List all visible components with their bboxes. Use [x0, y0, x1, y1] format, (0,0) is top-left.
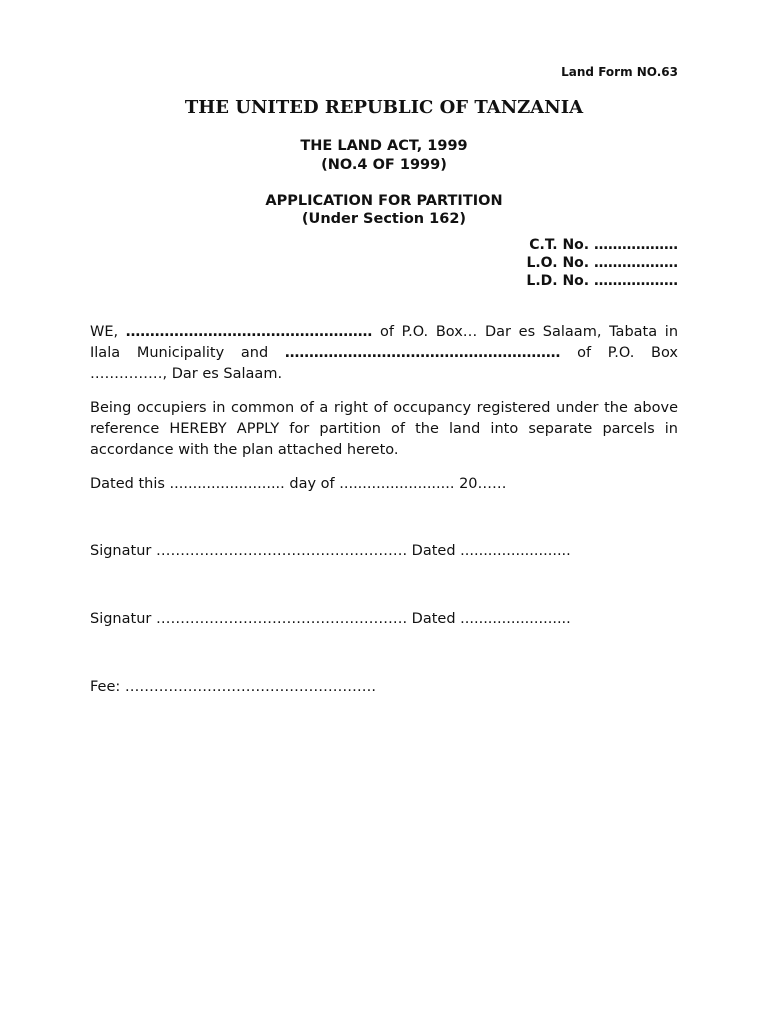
application-heading [90, 192, 678, 228]
application-section: (Under Section 162) [301, 211, 467, 227]
act-number: (NO.4 OF 1999) [321, 157, 447, 173]
application-paragraph: Being occupiers in common of a right of occupancy registered under the above reference HEREBY APPLY for partition of the land into separate parcels in accordance with the plan attached hereto. [90, 400, 678, 458]
second-applicant-address: of P.O. Box ……………, Dar es Salaam. [90, 345, 678, 382]
ct-number-field[interactable]: C.T. No. ……………… [529, 237, 678, 253]
fee-line[interactable]: Fee: ……………………………………………. [90, 679, 376, 695]
form-number: Land Form NO.63 [561, 65, 678, 79]
signature-line-1[interactable]: Signatur ……………………………………………. Dated ........................ [90, 543, 571, 559]
form-page [90, 0, 678, 1024]
republic-heading: THE UNITED REPUBLIC OF TANZANIA [184, 97, 584, 118]
reference-numbers [526, 236, 678, 290]
act-heading [90, 137, 678, 175]
application-title: APPLICATION FOR PARTITION [265, 193, 503, 209]
lo-number-field[interactable]: L.O. No. ……………… [526, 255, 678, 271]
second-applicant-field[interactable]: ………………………………………………… [284, 345, 561, 361]
act-title: THE LAND ACT, 1999 [300, 138, 468, 154]
we-prefix: WE, [90, 324, 126, 340]
signature-line-2[interactable]: Signatur ……………………………………………. Dated ........................ [90, 611, 571, 627]
first-applicant-field[interactable]: …………………………………………… [125, 324, 373, 340]
first-applicant-address: of P.O. Box… Dar es Salaam, Tabata in Ilala Municipality and [90, 324, 679, 361]
dated-line[interactable]: Dated this ......................... day of ......................... 20…… [90, 476, 507, 492]
ld-number-field[interactable]: L.D. No. ……………… [526, 273, 678, 289]
applicants-paragraph [90, 322, 678, 385]
